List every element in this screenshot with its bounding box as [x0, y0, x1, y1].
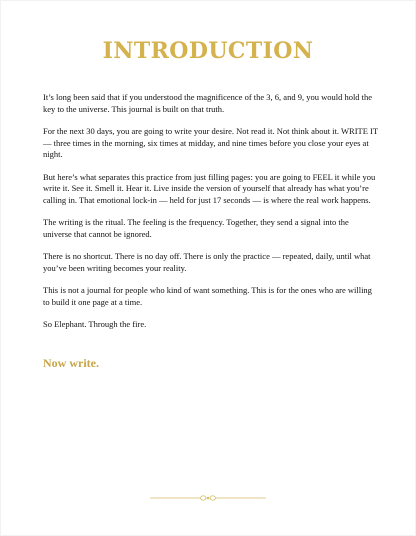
paragraph: The writing is the ritual. The feeling is the frequency. Together, they send a signal into the universe that cannot be ignored.: [43, 217, 349, 239]
paragraph: For the next 30 days, you are going to write your desire. Not read it. Not think about it. WRITE IT — three times in the morning, six times at midday, and nine times before you close your eyes at night.: [43, 126, 378, 159]
paragraph: This is not a journal for people who kind of want something. This is for the ones who are willing to build it one page at a time.: [43, 285, 372, 307]
ornament-divider-icon: [150, 490, 266, 500]
paragraph: So Elephant. Through the fire.: [43, 319, 147, 329]
paragraph: It’s long been said that if you understood the magnificence of the 3, 6, and 9, you would hold the key to the universe. This journal is built on that truth.: [43, 92, 373, 114]
paragraph: But here’s what separates this practice from just filling pages: you are going to FEEL it while you write it. See it. Smell it. Hear it. Live inside the version of yourself that already has what you’re calling in. That emotional lock-in — held for just 17 seconds — is where the real work happens.: [43, 171, 376, 205]
body-text: [43, 92, 379, 342]
page-title: INTRODUCTION: [102, 38, 314, 64]
paragraph: There is no shortcut. There is no day off. There is only the practice — repeated, daily, until what you’ve been writing becomes your reality.: [43, 251, 371, 273]
closing-line: Now write.: [43, 356, 99, 370]
